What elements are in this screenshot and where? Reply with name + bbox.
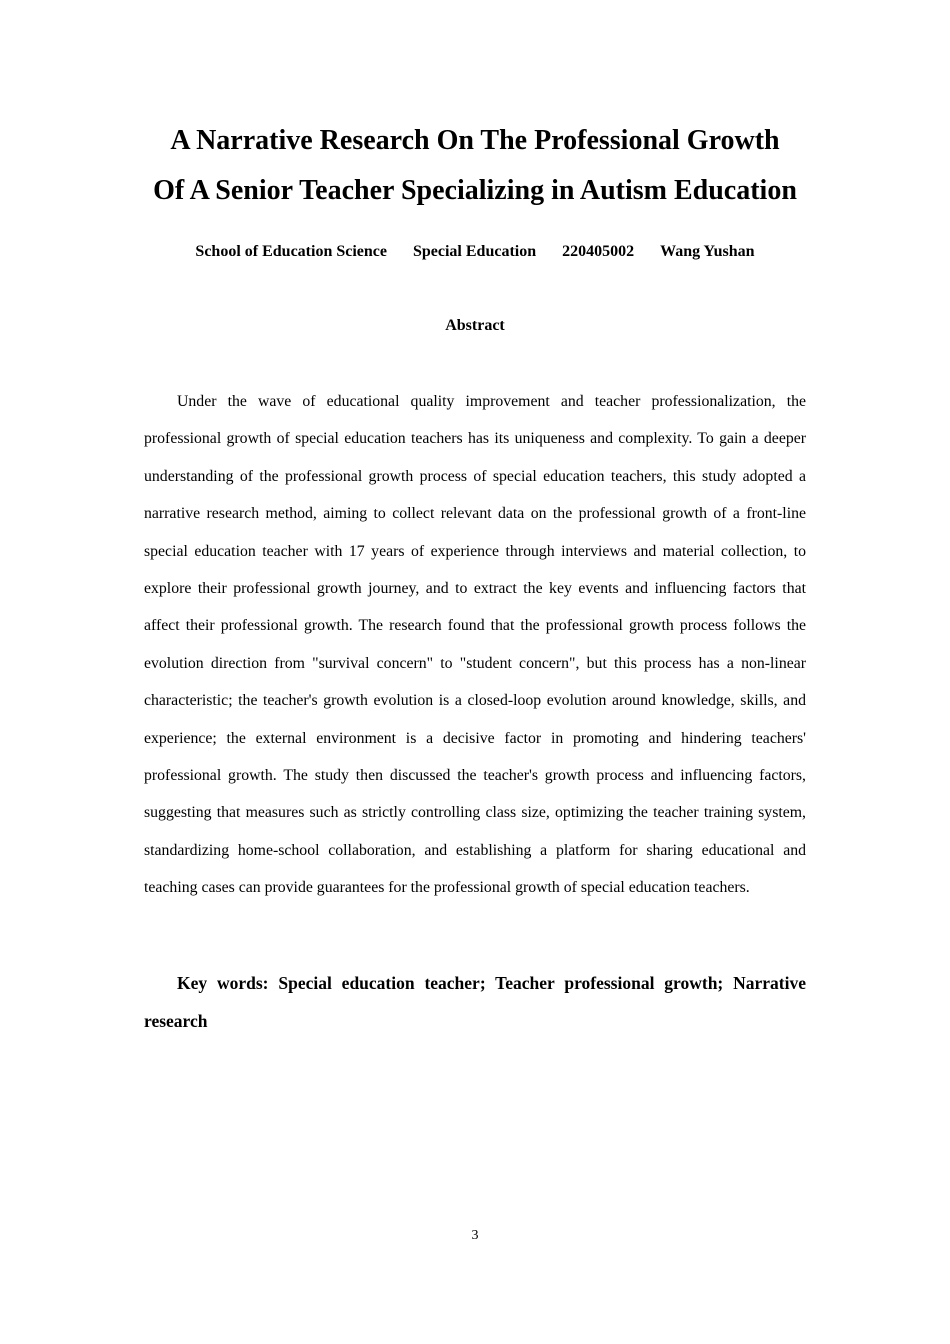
title-line-1: A Narrative Research On The Professional Growth (170, 125, 780, 156)
abstract-heading: Abstract (445, 317, 505, 334)
author-school: School of Education Science (195, 243, 387, 260)
author-info (0, 242, 950, 262)
keywords: Key words: Special education teacher; Teacher professional growth; Narrative research (144, 973, 806, 1031)
author-student-id: 220405002 (562, 243, 635, 260)
author-name: Wang Yushan (660, 243, 755, 260)
abstract-body: Under the wave of educational quality improvement and teacher professionalization, the professional growth of special education teachers has its uniqueness and complexity. To gain a deeper understanding of the professional growth process of special education teachers, this study adopted a narrative research method, aiming to collect relevant data on the professional growth of a front-line special education teacher with 17 years of experience through interviews and material collection, to explore their professional growth journey, and to extract the key events and influencing factors that affect their professional growth. The research found that the professional growth process follows the evolution direction from "survival concern" to "student concern", but this process has a non-linear characteristic; the teacher's growth evolution is a closed-loop evolution around knowledge, skills, and experience; the external environment is a decisive factor in promoting and hindering teachers' professional growth. The study then discussed the teacher's growth process and influencing factors, suggesting that measures such as strictly controlling class size, optimizing the teacher training system, standardizing home-school collaboration, and establishing a platform for sharing educational and teaching cases can provide guarantees for the professional growth of special education teachers. (144, 393, 806, 897)
page-number: 3 (471, 1228, 479, 1243)
author-major: Special Education (412, 243, 537, 260)
title-line-2: Of A Senior Teacher Specializing in Autism Education (153, 175, 797, 206)
paper-title (120, 116, 830, 216)
